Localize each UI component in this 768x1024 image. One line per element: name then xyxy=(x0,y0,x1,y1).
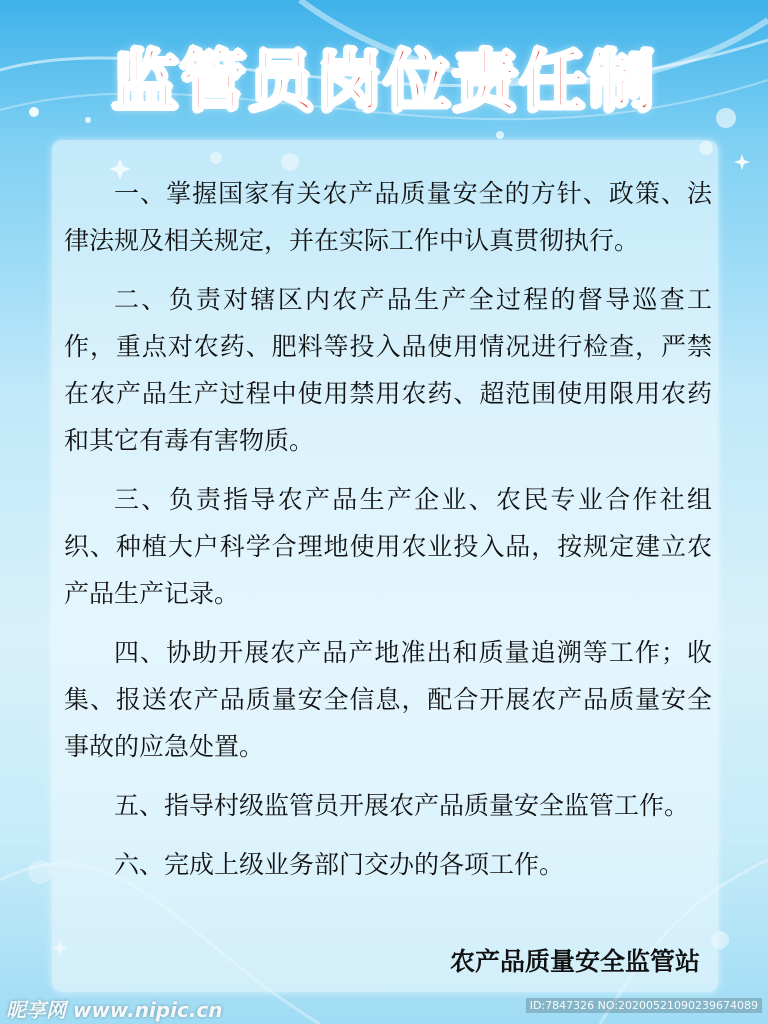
issuer-signature: 农产品质量安全监管站 xyxy=(449,947,700,976)
watermark-logo: 昵享网 www.nipic.cn xyxy=(6,998,223,1022)
responsibility-item-5: 五、指导村级监管员开展农产品质量安全监管工作。 xyxy=(114,791,690,820)
responsibility-item-3: 三、负责指导农产品生产企业、农民专业合作社组织、种植大户科学合理地使用农业投入品，按规定建立农产品生产记录。 xyxy=(64,485,712,608)
responsibility-item-4: 四、协助开展农产品产地准出和质量追溯等工作；收集、报送农产品质量安全信息，配合开展农产品质量安全事故的应急处置。 xyxy=(64,638,712,761)
watermark-id: ID:7847326 NO:20200521090239674089 xyxy=(526,998,762,1013)
responsibility-list xyxy=(64,170,712,900)
page-title: 监管员岗位责任制 xyxy=(112,43,656,120)
responsibility-item-6: 六、完成上级业务部门交办的各项工作。 xyxy=(114,850,565,879)
responsibility-item-2: 二、负责对辖区内农产品生产全过程的督导巡查工作，重点对农药、肥料等投入品使用情况进行检查，严禁在农产品生产过程中使用禁用农药、超范围使用限用农药和其它有毒有害物质。 xyxy=(64,285,712,455)
responsibility-item-1: 一、掌握国家有关农产品质量安全的方针、政策、法律法规及相关规定，并在实际工作中认真贯彻执行。 xyxy=(64,179,712,255)
